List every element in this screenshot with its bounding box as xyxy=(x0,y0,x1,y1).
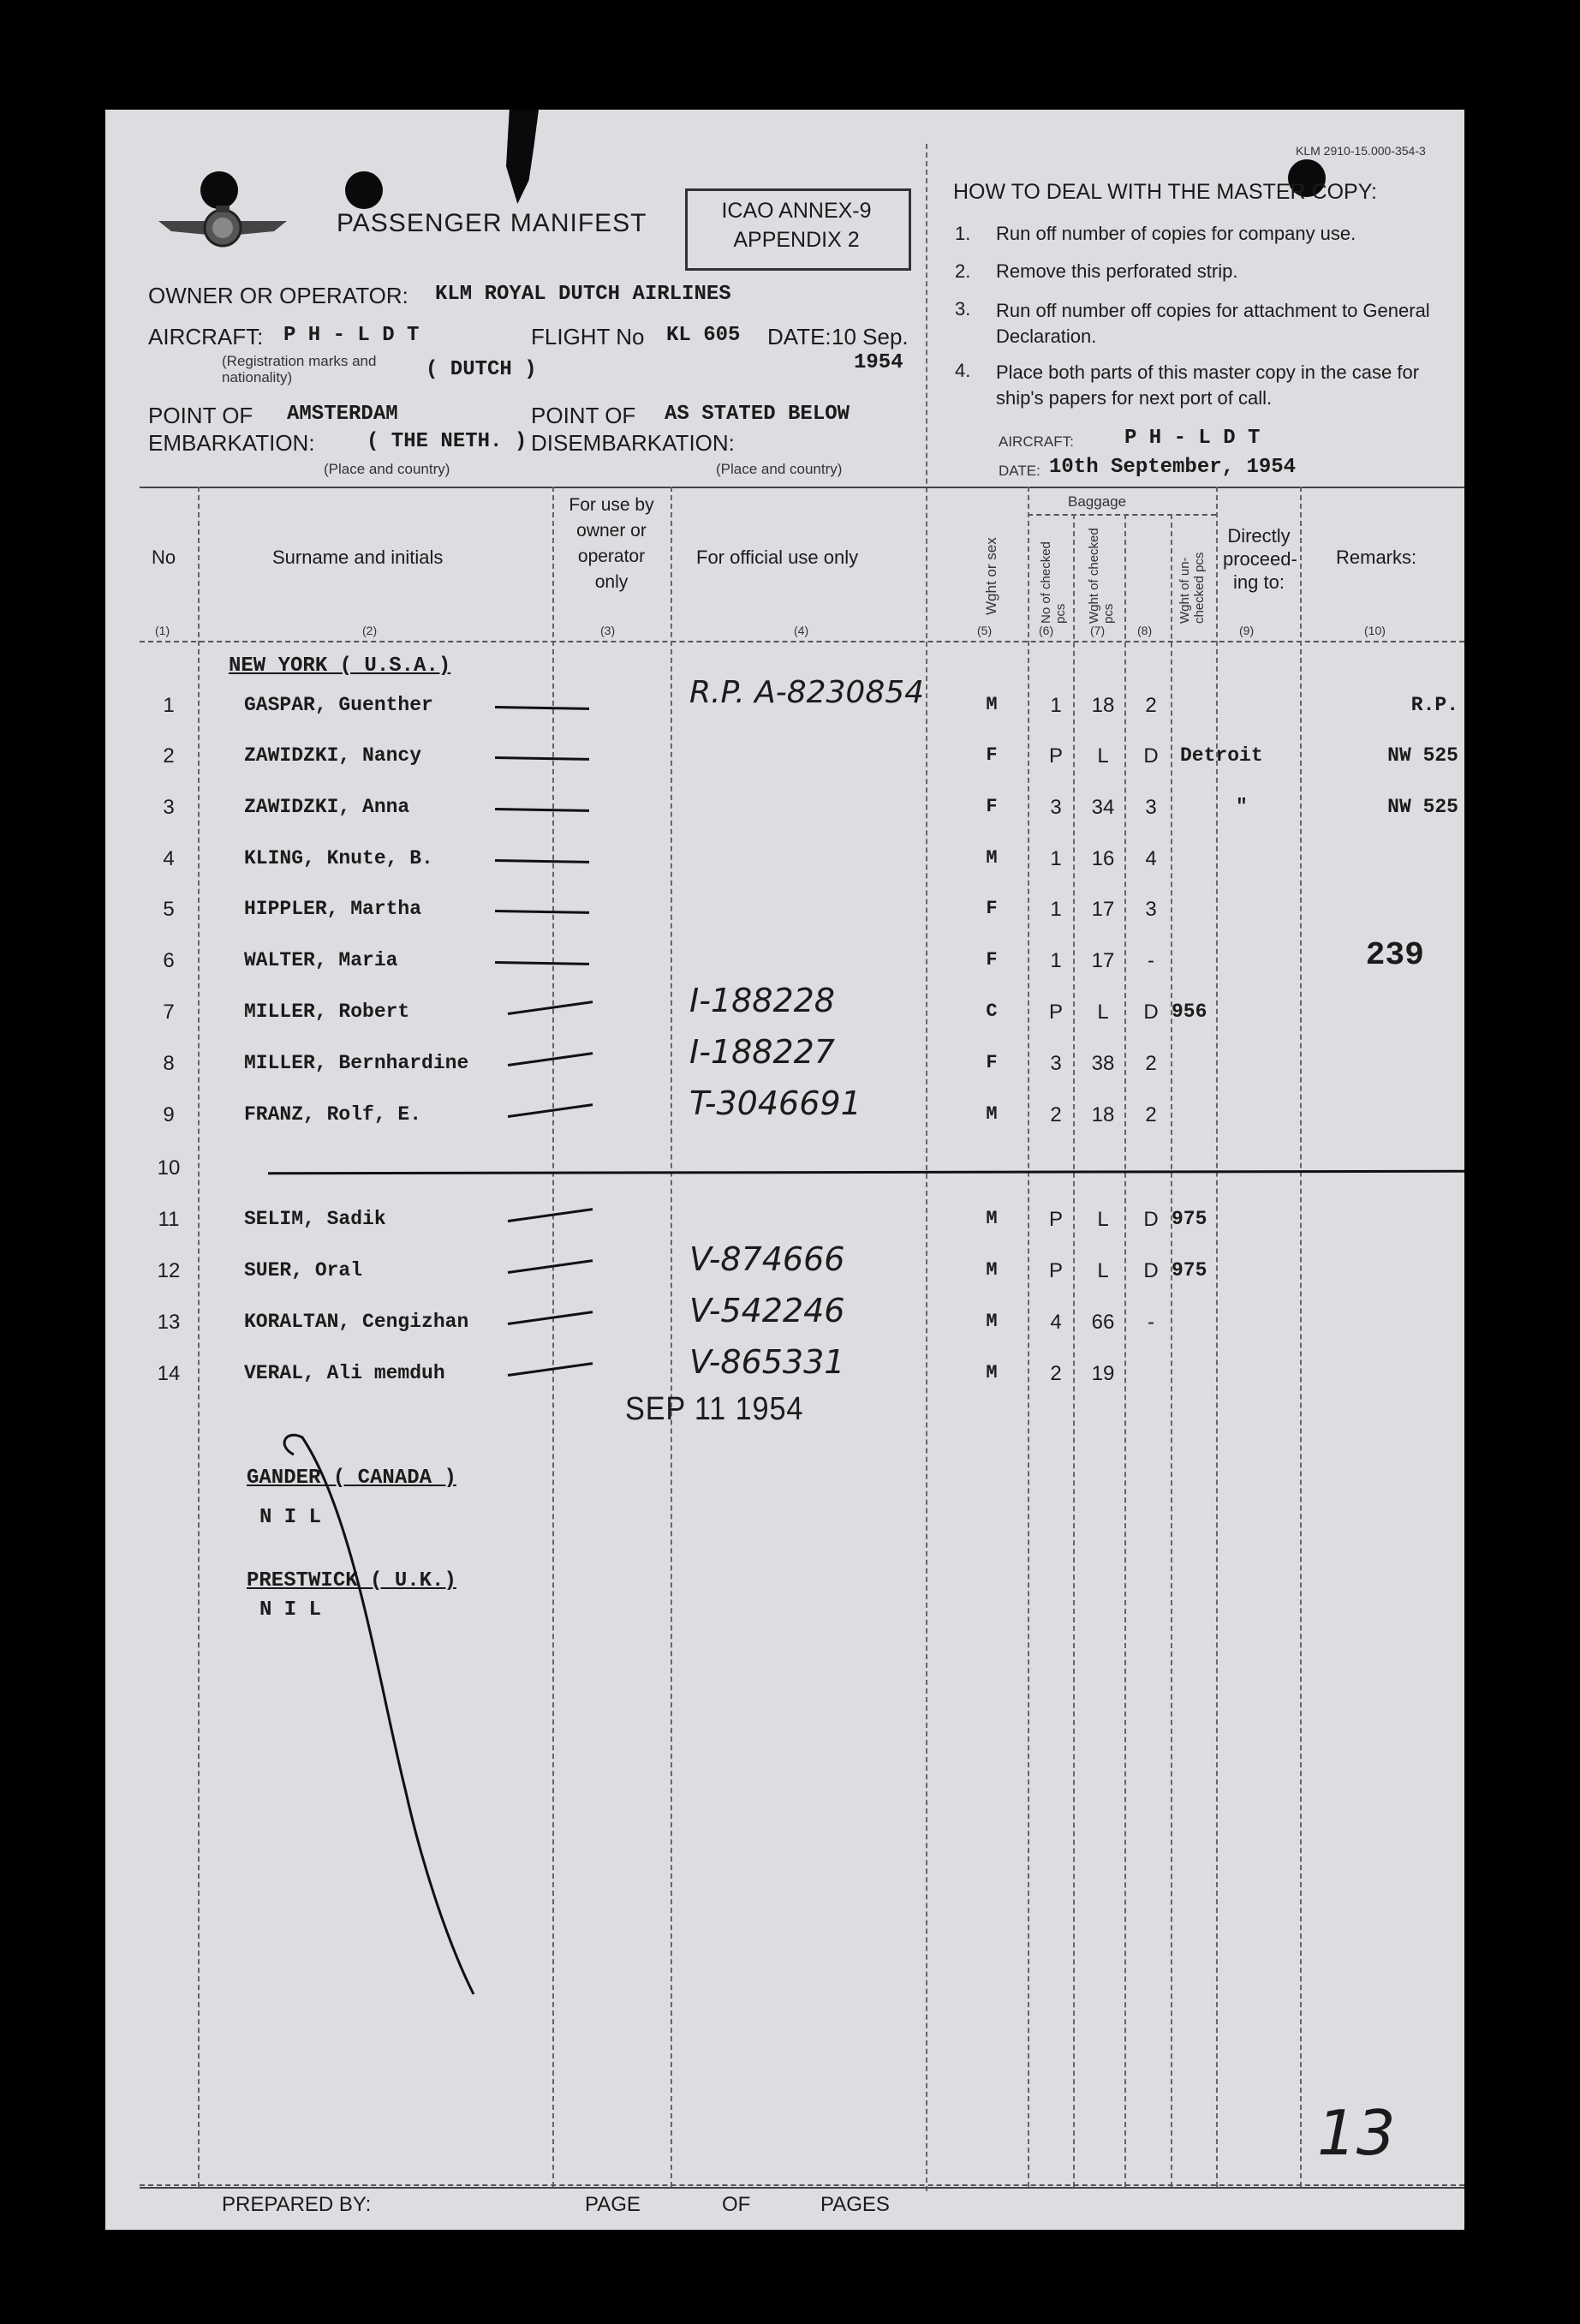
sex-cell: M xyxy=(986,847,998,869)
pen-stroke xyxy=(508,1052,593,1066)
directly-proceeding: " xyxy=(1236,796,1248,818)
checked-weight: 19 xyxy=(1091,1362,1115,1385)
col-number: (8) xyxy=(1137,624,1153,637)
unchecked-weight: 4 xyxy=(1145,847,1157,870)
gander-value: N I L xyxy=(259,1506,322,1529)
form-number: KLM 2910-15.000-354-3 xyxy=(1296,144,1426,158)
col-divider xyxy=(1216,487,1218,2187)
unchecked-weight: 3 xyxy=(1145,796,1157,819)
embark-value-1: AMSTERDAM xyxy=(287,403,398,426)
gander-heading: GANDER ( CANADA ) xyxy=(247,1467,456,1490)
row-number: 2 xyxy=(163,744,175,768)
checked-weight: L xyxy=(1097,1001,1109,1024)
checked-pcs: 2 xyxy=(1050,1103,1062,1126)
date-value: 10 Sep. xyxy=(832,324,909,349)
icao-appendix: APPENDIX 2 xyxy=(733,228,860,252)
passenger-name: MILLER, Bernhardine xyxy=(244,1052,469,1074)
pen-stroke xyxy=(508,1001,593,1015)
embark-place-note: (Place and country) xyxy=(324,461,450,477)
row-number: 12 xyxy=(157,1259,181,1282)
official-entry: R.P. A-8230854 xyxy=(689,675,925,710)
header-directly: Directly proceed-ing to: xyxy=(1223,525,1297,593)
disembark-label-2: DISEMBARKATION: xyxy=(531,430,735,456)
official-entry: V-865331 xyxy=(689,1343,845,1381)
pen-stroke xyxy=(508,1103,593,1118)
checked-pcs: P xyxy=(1048,1001,1063,1024)
checked-pcs: P xyxy=(1048,1259,1063,1282)
sex-cell: C xyxy=(986,1001,998,1022)
col-divider xyxy=(198,487,200,2187)
checked-pcs: 1 xyxy=(1050,694,1062,717)
pen-stroke xyxy=(508,1362,593,1377)
sex-cell: F xyxy=(986,796,998,817)
baggage-rule xyxy=(1028,514,1216,516)
col-number: (5) xyxy=(977,624,993,637)
remarks-cell: 239 xyxy=(1365,937,1424,974)
col-number: (9) xyxy=(1239,624,1255,637)
klm-logo-icon xyxy=(154,202,291,254)
sex-cell: F xyxy=(986,1052,998,1073)
remarks-cell: R.P. xyxy=(1410,694,1458,716)
unchecked-weight: D xyxy=(1143,1208,1159,1231)
row-number: 6 xyxy=(163,949,175,972)
passenger-name: HIPPLER, Martha xyxy=(244,898,422,920)
sex-cell: M xyxy=(986,1259,998,1281)
passenger-name: SUER, Oral xyxy=(244,1259,363,1281)
unchecked-weight: D xyxy=(1143,744,1159,768)
instr-aircraft-value: P H - L D T xyxy=(1124,427,1261,450)
instr-date-value: 10th September, 1954 xyxy=(1049,456,1297,479)
remarks-cell: NW 525 xyxy=(1387,796,1458,818)
disembark-value: AS STATED BELOW xyxy=(665,403,850,426)
official-entry: V-542246 xyxy=(689,1292,845,1329)
header-surname: Surname and initials xyxy=(272,547,444,568)
header-bottom-rule xyxy=(140,641,1464,642)
instructions-title: HOW TO DEAL WITH THE MASTER COPY: xyxy=(953,180,1377,204)
row-number: 13 xyxy=(157,1311,181,1334)
passenger-name: ZAWIDZKI, Nancy xyxy=(244,744,422,767)
checked-weight: 66 xyxy=(1091,1311,1115,1334)
owner-value: KLM ROYAL DUTCH AIRLINES xyxy=(435,283,731,306)
header-baggage: Baggage xyxy=(1068,493,1127,510)
date-stamp: SEP 11 1954 xyxy=(625,1391,804,1427)
checked-pcs: P xyxy=(1048,744,1063,768)
manifest-page xyxy=(105,110,1464,2230)
col-number: (3) xyxy=(600,624,616,637)
pen-stroke xyxy=(495,910,589,914)
instruction-2-text: Remove this perforated strip. xyxy=(996,260,1238,282)
instruction-4-text: Place both parts of this master copy in the case for ship's papers for next port of call. xyxy=(996,361,1420,409)
page-mark: 13 xyxy=(1317,2097,1396,2169)
destination-heading: NEW YORK ( U.S.A.) xyxy=(229,654,451,678)
unchecked-weight: - xyxy=(1148,949,1154,972)
disembark-label-1: POINT OF xyxy=(531,403,636,428)
col-divider xyxy=(552,487,554,2187)
flight-label: FLIGHT No xyxy=(531,324,645,349)
embark-label-1: POINT OF xyxy=(148,403,253,428)
date-label: DATE: xyxy=(767,324,832,349)
unchecked-weight: 3 xyxy=(1145,898,1157,921)
row-number: 7 xyxy=(163,1001,175,1024)
checked-weight: 16 xyxy=(1091,847,1115,870)
header-no-checked: No of checked pcs xyxy=(1039,541,1068,624)
disembark-place-note: (Place and country) xyxy=(716,461,843,477)
owner-label: OWNER OR OPERATOR: xyxy=(148,283,408,308)
sex-cell: M xyxy=(986,1311,998,1332)
unchecked-weight: D xyxy=(1143,1001,1159,1024)
directly-proceeding: 975 xyxy=(1172,1259,1207,1281)
instruction-2-num: 2. xyxy=(955,260,971,282)
unchecked-weight: D xyxy=(1143,1259,1159,1282)
instr-aircraft-label: AIRCRAFT: xyxy=(999,433,1074,450)
pen-stroke xyxy=(508,1311,593,1325)
sex-cell: M xyxy=(986,1362,998,1383)
col-divider xyxy=(1124,514,1126,2187)
col-divider xyxy=(671,487,672,2187)
row-number: 8 xyxy=(163,1052,175,1075)
aircraft-value: P H - L D T xyxy=(283,324,420,347)
instruction-3-text: Run off number off copies for attachment to General Declaration. xyxy=(996,300,1430,347)
page-label: PAGE xyxy=(585,2193,641,2216)
pen-stroke xyxy=(495,961,589,965)
col-number: (6) xyxy=(1039,624,1054,637)
header-weight-sex: Wght or sex xyxy=(983,537,999,615)
checked-pcs: 3 xyxy=(1050,1052,1062,1075)
sex-cell: M xyxy=(986,1208,998,1229)
official-entry: V-874666 xyxy=(689,1240,845,1278)
sex-cell: M xyxy=(986,1103,998,1125)
pen-stroke xyxy=(495,859,589,863)
flight-value: KL 605 xyxy=(666,324,741,347)
checked-weight: 18 xyxy=(1091,694,1115,717)
checked-pcs: P xyxy=(1048,1208,1063,1231)
pages-label: PAGES xyxy=(820,2193,890,2216)
aircraft-note: (Registration marks and nationality) xyxy=(222,353,377,385)
col-number: (2) xyxy=(362,624,378,637)
checked-pcs: 1 xyxy=(1050,949,1062,972)
sex-cell: F xyxy=(986,949,998,971)
col-divider xyxy=(1028,487,1029,2187)
row-number: 9 xyxy=(163,1103,175,1126)
table-bottom-rule xyxy=(140,2187,1464,2189)
embark-value-2: ( THE NETH. ) xyxy=(367,430,528,453)
passenger-name: MILLER, Robert xyxy=(244,1001,410,1023)
checked-pcs: 3 xyxy=(1050,796,1062,819)
instruction-1-num: 1. xyxy=(955,223,971,244)
passenger-name: SELIM, Sadik xyxy=(244,1208,386,1230)
remarks-cell: NW 525 xyxy=(1387,744,1458,767)
year-value: 1954 xyxy=(854,351,903,374)
header-official: For official use only xyxy=(696,547,859,568)
col-number: (1) xyxy=(155,624,170,637)
header-owner-use: For use by owner or operator only xyxy=(569,495,654,592)
instruction-1-text: Run off number of copies for company use. xyxy=(996,223,1356,244)
instr-date-label: DATE: xyxy=(999,463,1040,479)
col-number: (4) xyxy=(794,624,809,637)
directly-proceeding: 956 xyxy=(1172,1001,1207,1023)
checked-weight: 38 xyxy=(1091,1052,1115,1075)
checked-weight: 17 xyxy=(1091,949,1115,972)
nil-check-stroke xyxy=(277,1429,482,2011)
row-number: 10 xyxy=(157,1156,181,1180)
instruction-3-num: 3. xyxy=(955,298,971,320)
pen-stroke xyxy=(508,1259,593,1274)
sex-cell: F xyxy=(986,898,998,919)
row-10-strike xyxy=(268,1170,1464,1174)
header-remarks: Remarks: xyxy=(1336,547,1417,568)
checked-weight: L xyxy=(1097,1208,1109,1231)
checked-pcs: 1 xyxy=(1050,847,1062,870)
manifest-title: PASSENGER MANIFEST xyxy=(337,209,647,237)
passenger-name: WALTER, Maria xyxy=(244,949,398,971)
row-number: 5 xyxy=(163,898,175,921)
unchecked-weight: 2 xyxy=(1145,1103,1157,1126)
footer-rule xyxy=(140,2184,1464,2186)
icao-annex: ICAO ANNEX-9 xyxy=(721,199,872,223)
pen-stroke xyxy=(495,706,589,710)
official-entry: T-3046691 xyxy=(689,1084,862,1122)
header-no: No xyxy=(152,547,176,568)
perforation-line xyxy=(926,144,927,2191)
passenger-name: ZAWIDZKI, Anna xyxy=(244,796,410,818)
table-top-rule xyxy=(140,487,1464,488)
passenger-name: GASPAR, Guenther xyxy=(244,694,433,716)
row-number: 3 xyxy=(163,796,175,819)
nationality-value: ( DUTCH ) xyxy=(426,358,537,381)
unchecked-weight: - xyxy=(1148,1311,1154,1334)
passenger-name: KLING, Knute, B. xyxy=(244,847,433,869)
header-wght-checked: Wght of checked pcs xyxy=(1087,528,1116,624)
instruction-4-num: 4. xyxy=(955,360,971,381)
col-divider xyxy=(1300,487,1302,2187)
checked-pcs: 2 xyxy=(1050,1362,1062,1385)
checked-weight: 18 xyxy=(1091,1103,1115,1126)
pen-stroke xyxy=(495,756,589,761)
row-number: 14 xyxy=(157,1362,181,1385)
checked-weight: L xyxy=(1097,1259,1109,1282)
prepared-by: PREPARED BY: xyxy=(222,2193,372,2216)
row-number: 11 xyxy=(158,1208,180,1231)
directly-proceeding: Detroit xyxy=(1180,744,1263,767)
row-number: 1 xyxy=(163,694,175,717)
prestwick-heading: PRESTWICK ( U.K.) xyxy=(247,1569,456,1592)
aircraft-label: AIRCRAFT: xyxy=(148,324,264,349)
checked-pcs: 1 xyxy=(1050,898,1062,921)
passenger-name: VERAL, Ali memduh xyxy=(244,1362,445,1384)
header-wght-unchecked: Wght of un-checked pcs xyxy=(1178,552,1207,624)
prestwick-value: N I L xyxy=(259,1598,322,1622)
pen-stroke xyxy=(495,808,589,812)
col-number: (10) xyxy=(1364,624,1386,637)
punch-hole xyxy=(345,171,383,209)
col-divider xyxy=(1073,514,1075,2187)
checked-weight: L xyxy=(1097,744,1109,768)
official-entry: I-188228 xyxy=(689,982,835,1019)
directly-proceeding: 975 xyxy=(1172,1208,1207,1230)
checked-weight: 34 xyxy=(1091,796,1115,819)
pen-stroke xyxy=(508,1208,593,1222)
unchecked-weight: 2 xyxy=(1145,1052,1157,1075)
row-number: 4 xyxy=(163,847,175,870)
sex-cell: M xyxy=(986,694,998,715)
passenger-name: KORALTAN, Cengizhan xyxy=(244,1311,469,1333)
checked-weight: 17 xyxy=(1091,898,1115,921)
col-number: (7) xyxy=(1090,624,1106,637)
passenger-name: FRANZ, Rolf, E. xyxy=(244,1103,422,1126)
checked-pcs: 4 xyxy=(1050,1311,1062,1334)
of-label: OF xyxy=(722,2193,751,2216)
torn-corner xyxy=(506,110,539,204)
unchecked-weight: 2 xyxy=(1145,694,1157,717)
sex-cell: F xyxy=(986,744,998,766)
official-entry: I-188227 xyxy=(689,1033,835,1071)
embark-label-2: EMBARKATION: xyxy=(148,430,315,456)
